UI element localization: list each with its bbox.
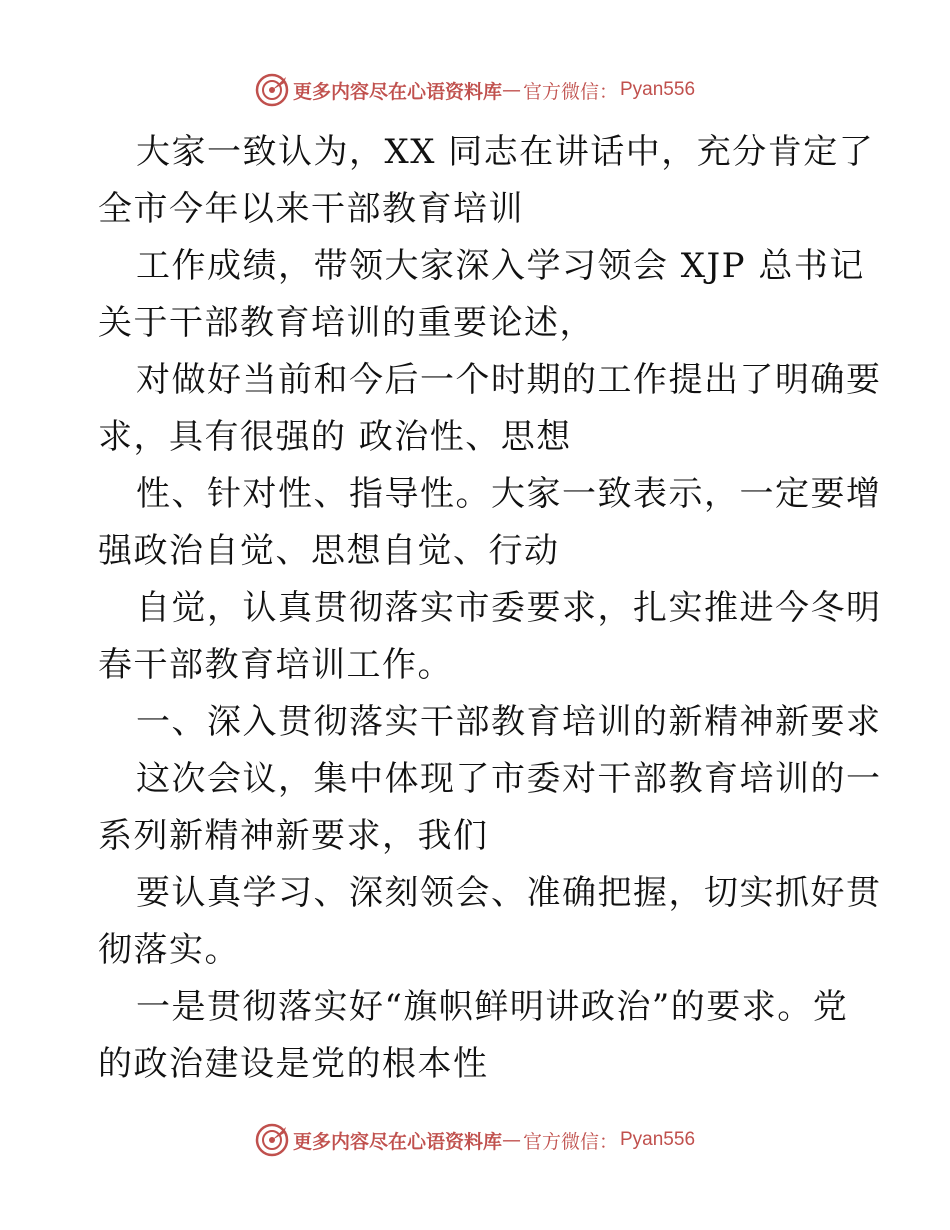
logo-icon xyxy=(255,73,289,107)
document-body xyxy=(98,124,882,1093)
text-line: 工作成绩，带领大家深入学习领会 XJP 总书记 xyxy=(136,246,865,286)
watermark-title: 更多内容尽在心语资料库 xyxy=(292,80,502,103)
text-line: 春干部教育培训工作。 xyxy=(98,645,453,685)
text-line: 关于干部教育培训的重要论述， xyxy=(98,303,595,343)
text-line: 要认真学习、深刻领会、准确把握，切实抓好贯 xyxy=(136,873,882,913)
text-line: 的政治建设是党的根本性 xyxy=(98,1044,489,1084)
watermark-title: 更多内容尽在心语资料库 xyxy=(292,1130,502,1153)
watermark-id: Pyan556 xyxy=(620,79,696,100)
text-line: 全市今年以来干部教育培训 xyxy=(98,189,524,229)
text-line: 彻落实。 xyxy=(98,930,240,970)
logo-icon xyxy=(255,1123,289,1157)
text-line: 强政治自觉、思想自觉、行动 xyxy=(98,531,560,571)
watermark-dash: — xyxy=(501,79,521,101)
watermark-label: 官方微信： xyxy=(522,1130,618,1153)
footer-watermark xyxy=(0,1120,950,1160)
text-line: 一是贯彻落实好“旗帜鲜明讲政治”的要求。党 xyxy=(136,987,849,1027)
watermark-id: Pyan556 xyxy=(620,1129,696,1150)
text-line: 系列新精神新要求，我们 xyxy=(98,816,489,856)
text-line: 一、深入贯彻落实干部教育培训的新精神新要求 xyxy=(136,702,882,742)
text-line: 大家一致认为，XX 同志在讲话中，充分肯定了 xyxy=(136,132,875,172)
watermark-dash: — xyxy=(501,1129,521,1151)
header-watermark xyxy=(0,70,950,110)
watermark-label: 官方微信： xyxy=(522,80,618,103)
text-line: 这次会议，集中体现了市委对干部教育培训的一 xyxy=(136,759,882,799)
text-line: 自觉，认真贯彻落实市委要求，扎实推进今冬明 xyxy=(136,588,882,628)
text-line: 求，具有很强的 政治性、思想 xyxy=(98,417,572,457)
text-line: 性、针对性、指导性。大家一致表示，一定要增 xyxy=(136,474,882,514)
text-line: 对做好当前和今后一个时期的工作提出了明确要 xyxy=(136,360,882,400)
